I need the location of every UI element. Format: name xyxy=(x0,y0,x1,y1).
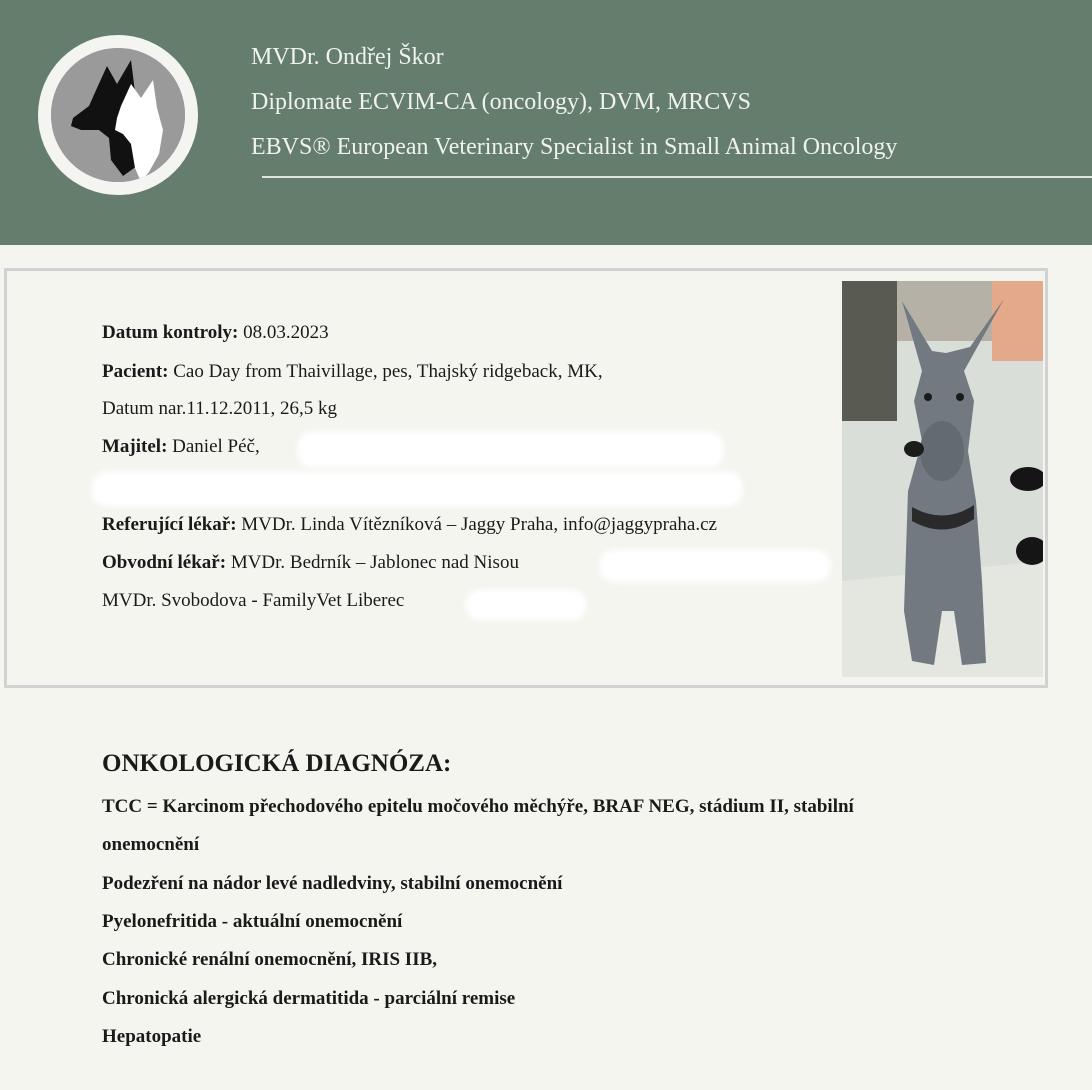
patient-line: Pacient: Cao Day from Thaivillage, pes, Thajský ridgeback, MK, xyxy=(102,361,603,382)
clinic-logo xyxy=(38,35,198,195)
dog-cat-silhouette-icon xyxy=(51,48,185,182)
diagnosis-item: onemocnění xyxy=(102,834,200,855)
district-vet-line-2: MVDr. Svobodova - FamilyVet Liberec xyxy=(102,590,405,611)
redacted-district-contact xyxy=(600,550,830,582)
district-vet-line: Obvodní lékař: MVDr. Bedrník – Jablonec nad Nisou xyxy=(102,552,519,573)
diagnosis-item: Chronická alergická dermatitida - parciální remise xyxy=(102,988,516,1009)
doctor-name: MVDr. Ondřej Škor xyxy=(251,44,444,70)
birth-weight-line: Datum nar.11.12.2011, 26,5 kg xyxy=(102,398,338,419)
diagnosis-title: ONKOLOGICKÁ DIAGNÓZA: xyxy=(102,750,452,777)
header-divider xyxy=(262,176,1092,178)
redacted-familyvet-contact xyxy=(466,590,586,620)
redacted-owner-details xyxy=(298,432,723,468)
report-header xyxy=(0,0,1092,245)
redacted-owner-address xyxy=(92,472,742,506)
doctor-specialty: EBVS® European Veterinary Specialist in Small Animal Oncology xyxy=(251,134,898,160)
diagnosis-item: Pyelonefritida - aktuální onemocnění xyxy=(102,911,403,932)
doctor-credentials: Diplomate ECVIM-CA (oncology), DVM, MRCVS xyxy=(251,89,751,115)
exam-date: Datum kontroly: 08.03.2023 xyxy=(102,322,329,343)
dog-photo xyxy=(842,281,1043,677)
diagnosis-item: TCC = Karcinom přechodového epitelu močového měchýře, BRAF NEG, stádium II, stabilní xyxy=(102,796,854,817)
owner-line: Majitel: Daniel Péč, xyxy=(102,436,260,457)
diagnosis-item: Podezření na nádor levé nadledviny, stabilní onemocnění xyxy=(102,873,563,894)
referring-vet-line: Referující lékař: MVDr. Linda Vítězníková – Jaggy Praha, info@jaggypraha.cz xyxy=(102,514,717,535)
diagnosis-item: Chronické renální onemocnění, IRIS IIB, xyxy=(102,949,438,970)
diagnosis-item: Hepatopatie xyxy=(102,1026,202,1047)
